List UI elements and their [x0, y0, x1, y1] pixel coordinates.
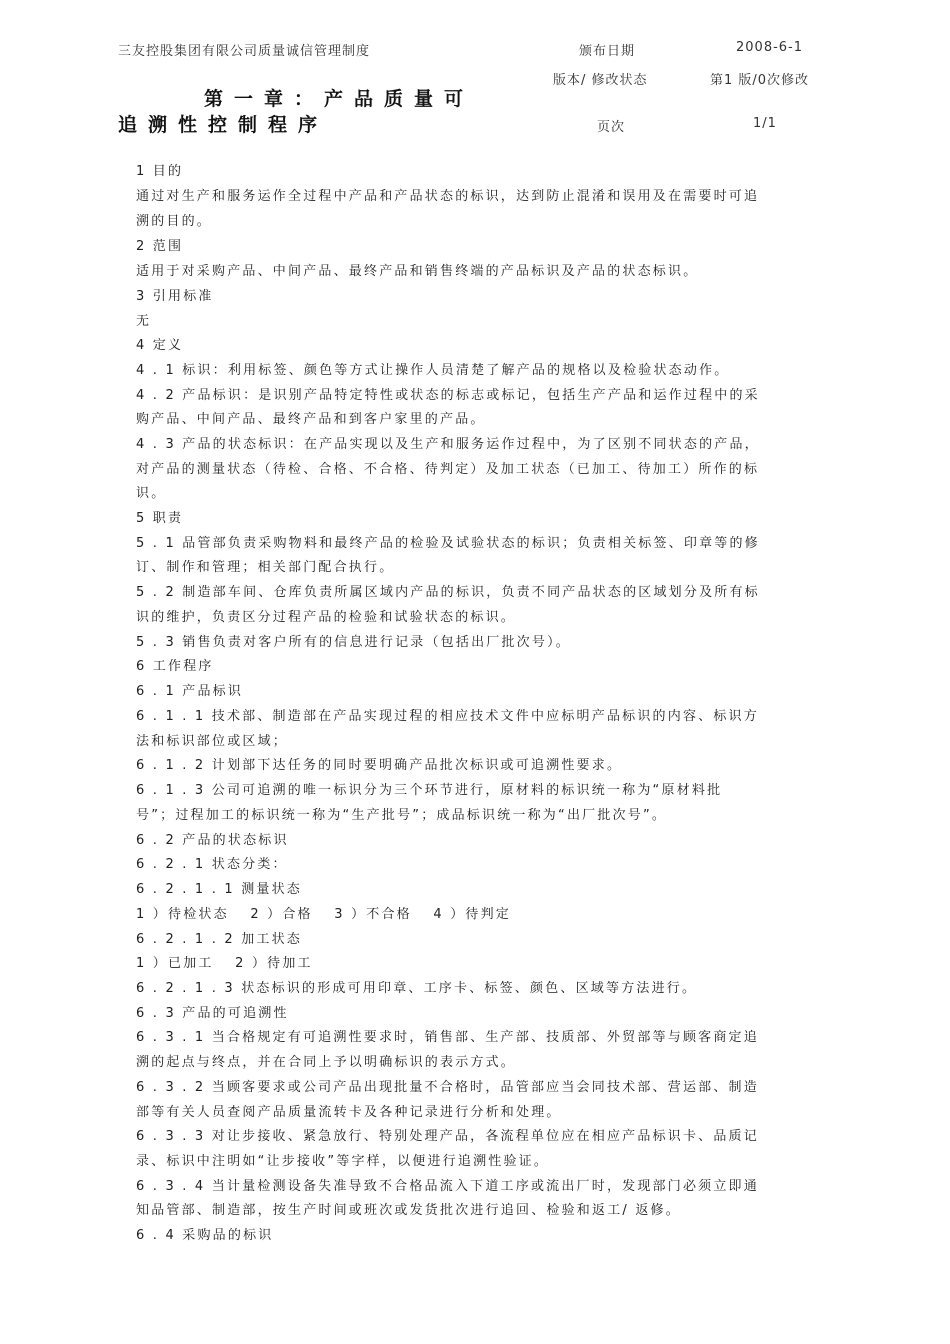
body-line: 识的维护，负责区分过程产品的检验和试验状态的标识。	[136, 610, 517, 625]
body-line: 1 ）待检状态 2 ）合格 3 ）不合格 4 ）待判定	[136, 907, 512, 922]
body-line: 知品管部、制造部，按生产时间或班次或发货批次进行追回、检验和返工/ 返修。	[136, 1203, 681, 1218]
body-line: 5 . 2 制造部车间、仓库负责所属区域内产品的标识，负责不同产品状态的区域划分及所有标	[136, 585, 760, 600]
document-header-title: 三友控股集团有限公司质量诚信管理制度	[118, 44, 371, 59]
issue-date-value: 2008-6-1	[736, 40, 804, 55]
body-line: 5 . 3 销售负责对客户所有的信息进行记录（包括出厂批次号）。	[136, 635, 571, 650]
body-line: 4 . 1 标识：利用标签、颜色等方式让操作人员清楚了解产品的规格以及检验状态动作。	[136, 363, 730, 378]
issue-date-label: 颁布日期	[579, 44, 636, 59]
body-line: 4 定义	[136, 338, 184, 353]
body-line: 3 引用标准	[136, 289, 214, 304]
body-line: 适用于对采购产品、中间产品、最终产品和销售终端的产品标识及产品的状态标识。	[136, 264, 699, 279]
page-value: 1/1	[753, 116, 777, 131]
body-line: 6 . 3 . 2 当顾客要求或公司产品出现批量不合格时，品管部应当会同技术部、营运部、制造	[136, 1080, 759, 1095]
body-line: 6 . 1 . 2 计划部下达任务的同时要明确产品批次标识或可追溯性要求。	[136, 758, 623, 773]
body-line: 6 . 2 . 1 . 1 测量状态	[136, 882, 303, 897]
body-line: 溯的起点与终点，并在合同上予以明确标识的表示方式。	[136, 1055, 517, 1070]
body-line: 6 . 4 采购品的标识	[136, 1228, 274, 1243]
version-value: 第1 版/0次修改	[710, 73, 810, 88]
version-label: 版本/ 修改状态	[553, 73, 648, 88]
body-line: 号”；过程加工的标识统一称为“生产批号”；成品标识统一称为“出厂批次号”。	[136, 808, 668, 823]
body-line: 2 范围	[136, 239, 184, 254]
body-line: 无	[136, 314, 152, 329]
body-line: 6 . 3 产品的可追溯性	[136, 1006, 289, 1021]
body-line: 溯的目的。	[136, 214, 213, 229]
chapter-title-line1: 第一章：产品质量可	[204, 88, 475, 110]
body-line: 对产品的测量状态（待检、合格、不合格、待判定）及加工状态（已加工、待加工）所作的标	[136, 462, 760, 477]
body-line: 6 . 2 . 1 状态分类：	[136, 857, 288, 872]
page-label: 页次	[597, 120, 626, 135]
body-line: 6 . 1 . 3 公司可追溯的唯一标识分为三个环节进行，原材料的标识统一称为“原材料批	[136, 783, 723, 798]
body-line: 部等有关人员查阅产品质量流转卡及各种记录进行分析和处理。	[136, 1105, 562, 1120]
body-line: 购产品、中间产品、最终产品和到客户家里的产品。	[136, 412, 486, 427]
body-line: 6 . 1 产品标识	[136, 684, 244, 699]
body-line: 6 . 3 . 3 对让步接收、紧急放行、特别处理产品，各流程单位应在相应产品标识卡、品质记	[136, 1129, 759, 1144]
body-line: 1 ）已加工 2 ）待加工	[136, 956, 313, 971]
body-line: 5 . 1 品管部负责采购物料和最终产品的检验及试验状态的标识；负责相关标签、印章等的修	[136, 536, 760, 551]
chapter-title-line2: 追溯性控制程序	[118, 114, 329, 136]
body-line: 1 目的	[136, 164, 184, 179]
body-line: 5 职责	[136, 511, 184, 526]
body-line: 6 工作程序	[136, 659, 214, 674]
body-line: 6 . 2 产品的状态标识	[136, 833, 289, 848]
body-line: 6 . 2 . 1 . 2 加工状态	[136, 932, 303, 947]
body-line: 4 . 2 产品标识：是识别产品特定特性或状态的标志或标记，包括生产产品和运作过程中的采	[136, 388, 760, 403]
body-line: 法和标识部位或区域；	[136, 734, 289, 749]
body-line: 6 . 3 . 4 当计量检测设备失准导致不合格品流入下道工序或流出厂时，发现部门必须立即通	[136, 1179, 759, 1194]
body-line: 6 . 1 . 1 技术部、制造部在产品实现过程的相应技术文件中应标明产品标识的内容、标识方	[136, 709, 759, 724]
body-line: 6 . 3 . 1 当合格规定有可追溯性要求时，销售部、生产部、技质部、外贸部等与顾客商定追	[136, 1030, 759, 1045]
body-line: 识。	[136, 486, 167, 501]
body-line: 订、制作和管理；相关部门配合执行。	[136, 560, 395, 575]
body-line: 4 . 3 产品的状态标识：在产品实现以及生产和服务运作过程中，为了区别不同状态的产品，	[136, 437, 760, 452]
body-line: 6 . 2 . 1 . 3 状态标识的形成可用印章、工序卡、标签、颜色、区域等方法进行。	[136, 981, 698, 996]
body-line: 录、标识中注明如“让步接收”等字样，以便进行追溯性验证。	[136, 1154, 550, 1169]
body-line: 通过对生产和服务运作全过程中产品和产品状态的标识，达到防止混淆和误用及在需要时可追	[136, 189, 760, 204]
